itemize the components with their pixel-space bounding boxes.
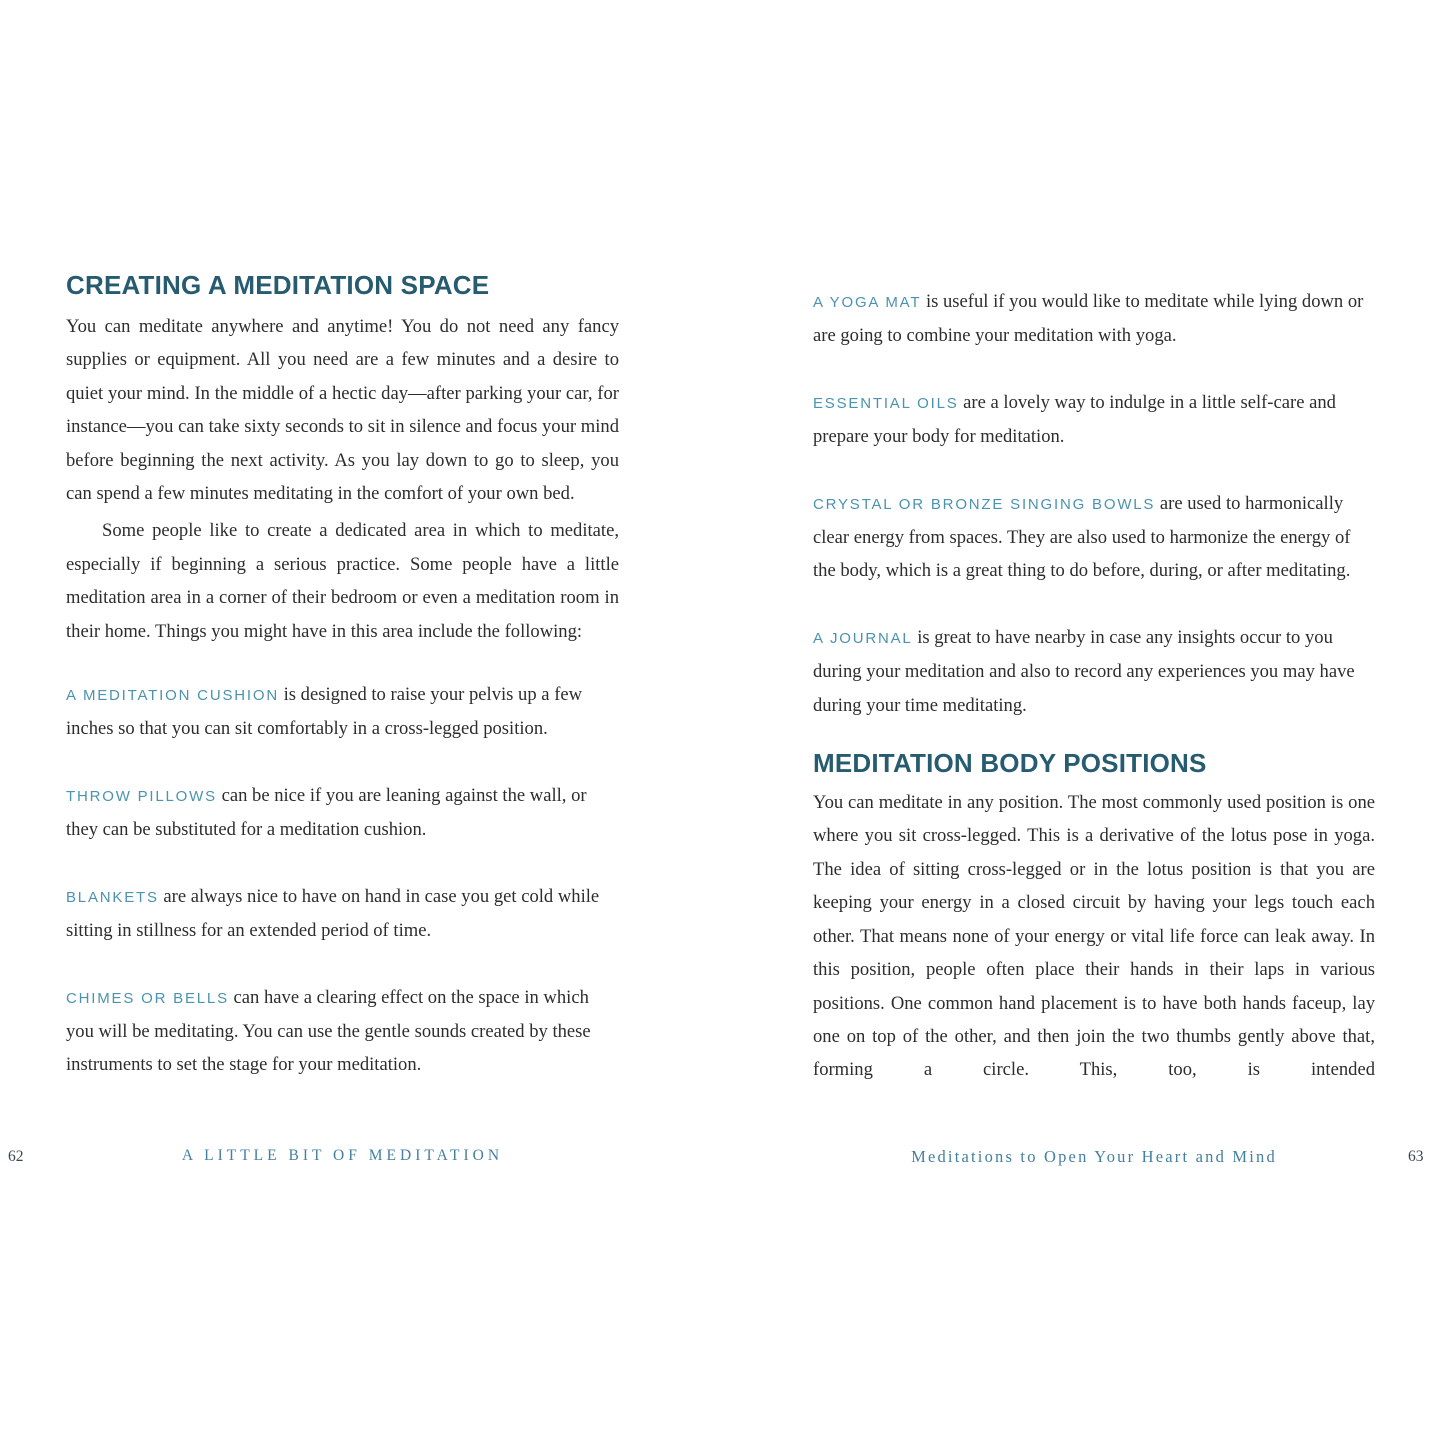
left-page bbox=[66, 270, 619, 1082]
right-page bbox=[813, 285, 1375, 1087]
supply-item-text: are always nice to have on hand in case you get cold while sitting in stillness for an extended period of time. bbox=[66, 885, 600, 942]
supply-item bbox=[813, 386, 1375, 454]
supply-item-text: is useful if you would like to meditate while lying down or are going to combine your meditation with yoga. bbox=[813, 291, 1364, 347]
right-paragraph-1: You can meditate in any position. The most commonly used position is one where you sit cross-legged. This is a derivative of the lotus pose in yoga. The idea of sitting cross-legged or in the lotus position is that you are keeping your energy in a closed circuit by having your legs touch each other. That means none of your energy or vital life force can leak away. In this position, people often place their hands in their laps in various positions. One common hand placement is to have both hands faceup, lay one on top of the other, and then join the two thumbs gently above that, forming a circle. This, too, is intended bbox=[813, 792, 1375, 1081]
supply-item-label: CHIMES OR BELLS bbox=[66, 989, 229, 1007]
supply-item bbox=[66, 678, 619, 746]
supply-item-label: CRYSTAL OR BRONZE SINGING BOWLS bbox=[813, 495, 1156, 513]
supply-item-label: A JOURNAL bbox=[813, 629, 913, 647]
supply-item-label: A YOGA MAT bbox=[813, 294, 922, 311]
supply-item-text: is designed to raise your pelvis up a few inches so that you can sit comfortably in a cross-legged position. bbox=[66, 684, 583, 740]
supply-item bbox=[813, 285, 1375, 353]
left-paragraph-2: Some people like to create a dedicated area in which to meditate, especially if beginning a serious practice. Some people have a little meditation area in a corner of their bedroom or even a meditation room in their home. Things you might have in this area include the following: bbox=[66, 520, 619, 642]
left-paragraph-1: You can meditate anywhere and anytime! You do not need any fancy supplies or equipment. All you need are a few minutes and a desire to quiet your mind. In the middle of a hectic day—after parking your car, for instance—you can take sixty seconds to sit in silence and focus your mind before beginning the next activity. As you lay down to go to sleep, you can spend a few minutes meditating in the comfort of your own bed. bbox=[66, 316, 619, 505]
supply-item-label: BLANKETS bbox=[66, 888, 159, 906]
running-head-book-title: A LITTLE BIT OF MEDITATION bbox=[181, 1147, 504, 1164]
supply-item bbox=[813, 487, 1375, 588]
right-supply-list bbox=[813, 285, 1375, 722]
supply-item-text: are used to harmonically clear energy from spaces. They are also used to harmonize the energy of the body, which is a great thing to do before, during, or after meditating. bbox=[813, 492, 1351, 582]
supply-item bbox=[813, 621, 1375, 722]
supply-item-label: THROW PILLOWS bbox=[66, 787, 217, 805]
left-supply-list bbox=[66, 678, 619, 1082]
running-head-chapter-title: Meditations to Open Your Heart and Mind bbox=[911, 1147, 1277, 1166]
supply-item-text: are a lovely way to indulge in a little self-care and prepare your body for meditation. bbox=[813, 391, 1336, 448]
supply-item-label: A MEDITATION CUSHION bbox=[66, 687, 279, 705]
supply-item bbox=[66, 981, 619, 1082]
section-heading-creating-a-meditation-space: CREATING A MEDITATION SPACE bbox=[66, 270, 490, 300]
supply-item-label: ESSENTIAL OILS bbox=[813, 394, 959, 412]
supply-item bbox=[66, 779, 619, 847]
supply-item bbox=[66, 880, 619, 948]
supply-item-text: can have a clearing effect on the space in which you will be meditating. You can use the gentle sounds created by these instruments to set the stage for your meditation. bbox=[66, 986, 591, 1076]
page-number-left: 62 bbox=[8, 1148, 24, 1165]
supply-item-text: can be nice if you are leaning against the wall, or they can be substituted for a meditation cushion. bbox=[66, 784, 587, 841]
section-heading-meditation-body-positions: MEDITATION BODY POSITIONS bbox=[813, 748, 1207, 779]
supply-item-text: is great to have nearby in case any insights occur to you during your meditation and also to record any experiences you may have during your time meditating. bbox=[813, 626, 1355, 716]
page-number-right: 63 bbox=[1408, 1148, 1424, 1165]
